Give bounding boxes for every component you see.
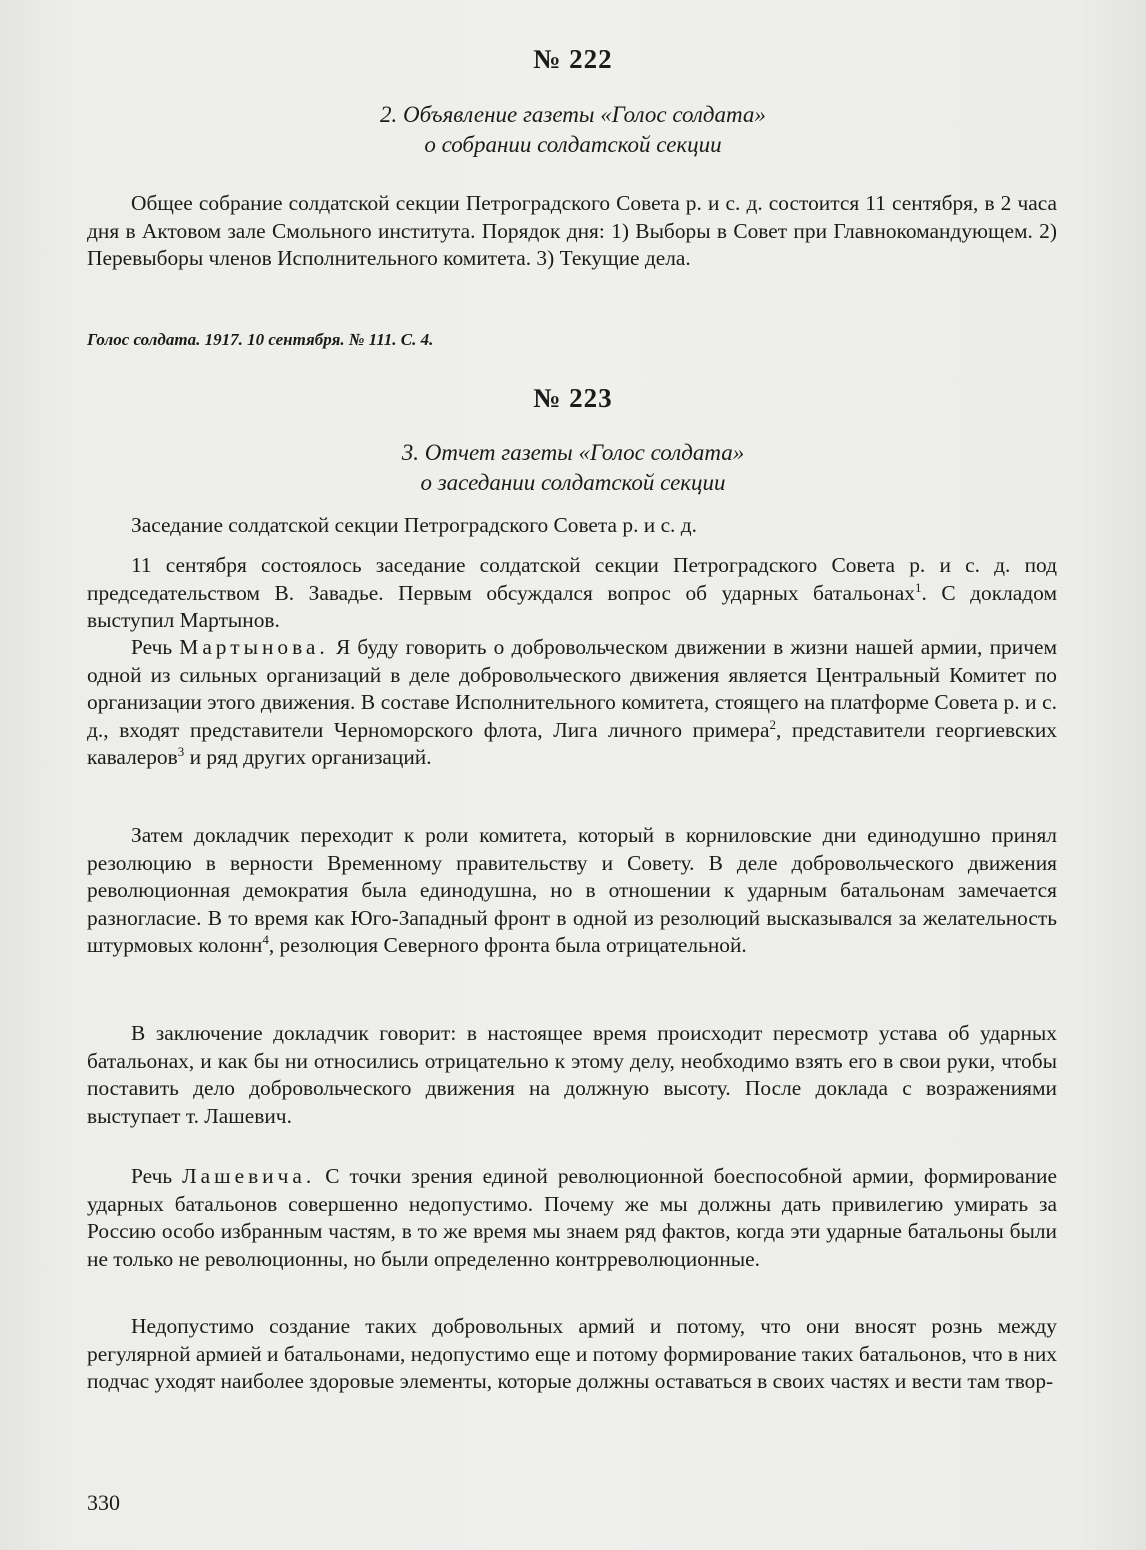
- paragraph-text: Затем докладчик переходит к роли комитета, который в корниловские дни единодушно принял резолюцию в верности Временному правительству и Совету. В деле добровольческого движения революционная демократия была единодушна, но в отношении к ударным батальонам замечается разногласие. В то время как Юго-Западный фронт в одной из резолюций высказывался за желательность штурмовых колонн: [87, 823, 1057, 957]
- speaker-name: Мартынова.: [179, 635, 329, 659]
- paragraph-text: , представители георгиевских кавалеров: [87, 717, 1057, 769]
- paragraph-text: Я буду говорить о добровольческом движении в жизни нашей армии, причем одной из сильных организаций в деле добровольческого движения является Центральный Комитет по организации этого движения. В составе Исполнительного комитета, стоящего на платформе Совета р. и с. д., входят представители Черноморского флота, Лига личного примера: [87, 635, 1057, 742]
- paragraph-text: , резолюция Северного фронта была отрицательной.: [268, 933, 747, 957]
- title-line: о собрании солдатской секции: [424, 132, 722, 157]
- report-paragraph-4: В заключение докладчик говорит: в настоящее время происходит пересмотр устава об ударных батальонах, и как бы ни относились отрицательно к этому делу, необходимо взять его в свои руки, чтобы поставить дело добровольческого движения на должную высоту. После доклада с возражениями выступает т. Лашевич.: [87, 1021, 1057, 1128]
- paragraph-text: . С докладом выступил Мартынов.: [87, 580, 1057, 632]
- title-line: о заседании солдатской секции: [420, 470, 726, 495]
- report-heading: Заседание солдатской секции Петроградского Совета р. и с. д.: [131, 513, 697, 537]
- title-line: 2. Объявление газеты «Голос солдата»: [380, 102, 766, 127]
- announcement-body: Общее собрание солдатской секции Петроградского Совета р. и с. д. состоится 11 сентября, в 2 часа дня в Актовом зале Смольного института. Порядок дня: 1) Выборы в Совет при Главнокомандующем. 2) Перевыборы членов Исполнительного комитета. 3) Текущие дела.: [87, 191, 1057, 270]
- speaker-name: Лашевича.: [182, 1164, 316, 1188]
- footnote-ref: 3: [177, 743, 185, 759]
- footnote-ref: 4: [262, 931, 269, 947]
- document-number-222: № 222: [533, 44, 613, 74]
- document-number-223: № 223: [533, 383, 613, 413]
- title-line: 3. Отчет газеты «Голос солдата»: [401, 440, 745, 465]
- report-paragraph-6: Недопустимо создание таких добровольных армий и потому, что они вносят рознь между регулярной армией и батальонами, недопустимо еще и потому формирование таких батальонов, что в них подчас уходят наиболее здоровые элементы, которые должны оставаться в своих частях и вести там твор-: [87, 1314, 1057, 1393]
- document-title-223: [0, 438, 1146, 498]
- paragraph-text: С точки зрения единой революционной боеспособной армии, формирование ударных батальонов совершенно недопустимо. Почему же мы должны дать привилегию умирать за Россию особо избранным частям, в то же время мы знаем ряд фактов, когда эти ударные батальоны были не только не революционны, но были определенно контрреволюционные.: [87, 1164, 1057, 1271]
- report-paragraph-1: [87, 552, 1057, 635]
- paragraph-text: и ряд других организаций.: [184, 745, 432, 769]
- speech-lead: Речь: [131, 635, 173, 659]
- report-paragraph-3: [87, 822, 1057, 960]
- footnote-ref: 2: [769, 716, 776, 732]
- report-paragraph-2: [87, 634, 1057, 772]
- paragraph-text: 11 сентября состоялось заседание солдатской секции Петроградского Совета р. и с. д. под председательством В. Завадье. Первым обсуждался вопрос об ударных батальонах: [87, 553, 1057, 605]
- report-paragraph-5: [87, 1163, 1057, 1273]
- speech-lead: Речь: [131, 1164, 173, 1188]
- document-title-222: [0, 100, 1146, 160]
- source-citation: Голос солдата. 1917. 10 сентября. № 111. С. 4.: [87, 330, 434, 349]
- footnote-ref: 1: [914, 579, 922, 595]
- page-number: 330: [87, 1490, 120, 1515]
